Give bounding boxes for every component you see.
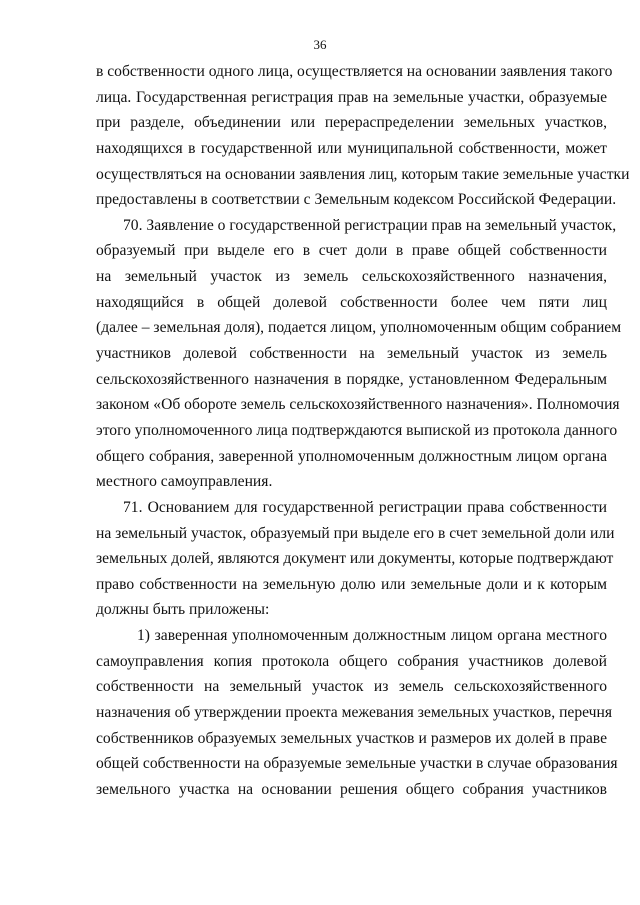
text-line: (далее – земельная доля), подается лицом, уполномоченным общим собранием (96, 319, 622, 337)
text-line: самоуправления копия протокола общего собрания участников долевой (96, 652, 607, 670)
paragraph (96, 215, 622, 497)
text-line: должны быть приложены: (96, 601, 270, 619)
paragraph (96, 497, 615, 625)
text-line: 71. Основанием для государственной регистрации права собственности (123, 498, 607, 516)
text-line: участников долевой собственности на земельный участок из земель (96, 345, 607, 363)
text-line: сельскохозяйственного назначения в порядке, установленном Федеральным (96, 370, 607, 388)
text-line: лица. Государственная регистрация прав на земельные участки, образуемые (96, 88, 607, 106)
text-line: осуществляться на основании заявления лиц, которым такие земельные участки (96, 165, 630, 183)
text-line: на земельный участок из земель сельскохозяйственного назначения, (96, 268, 607, 286)
text-line: на земельный участок, образуемый при выделе его в счет земельной доли или (96, 524, 615, 542)
text-line: местного самоуправления. (96, 473, 273, 491)
paragraph (96, 625, 618, 804)
text-line: законом «Об обороте земель сельскохозяйственного назначения». Полномочия (96, 396, 620, 414)
text-line: в собственности одного лица, осуществляется на основании заявления такого (96, 63, 613, 80)
document-body (96, 61, 630, 805)
text-line: собственников образуемых земельных участков и размеров их долей в праве (96, 729, 607, 747)
text-line: находящихся в государственной или муниципальной собственности, может (96, 139, 607, 157)
text-line: 70. Заявление о государственной регистрации прав на земельный участок, (123, 216, 617, 234)
text-line: право собственности на земельную долю или земельные доли и к которым (96, 575, 607, 593)
text-line: собственности на земельный участок из земель сельскохозяйственного (96, 678, 607, 696)
text-line: 1) заверенная уполномоченным должностным лицом органа местного (137, 627, 607, 645)
text-line: при разделе, объединении или перераспределении земельных участков, (96, 114, 607, 132)
text-line: этого уполномоченного лица подтверждаются выпиской из протокола данного (96, 421, 618, 439)
text-line: земельного участка на основании решения общего собрания участников (96, 780, 607, 798)
text-line: образуемый при выделе его в счет доли в праве общей собственности (96, 242, 607, 260)
paragraph (96, 61, 630, 215)
text-line: общей собственности на образуемые земельные участки в случае образования (96, 755, 618, 773)
page-number: 36 (313, 37, 327, 52)
text-line: земельных долей, являются документ или документы, которые подтверждают (96, 550, 614, 568)
text-line: предоставлены в соответствии с Земельным кодексом Российской Федерации. (96, 191, 617, 209)
text-line: назначения об утверждении проекта межевания земельных участков, перечня (96, 704, 613, 722)
text-line: находящийся в общей долевой собственности более чем пяти лиц (96, 293, 607, 311)
text-line: общего собрания, заверенной уполномоченным должностным лицом органа (96, 447, 607, 465)
